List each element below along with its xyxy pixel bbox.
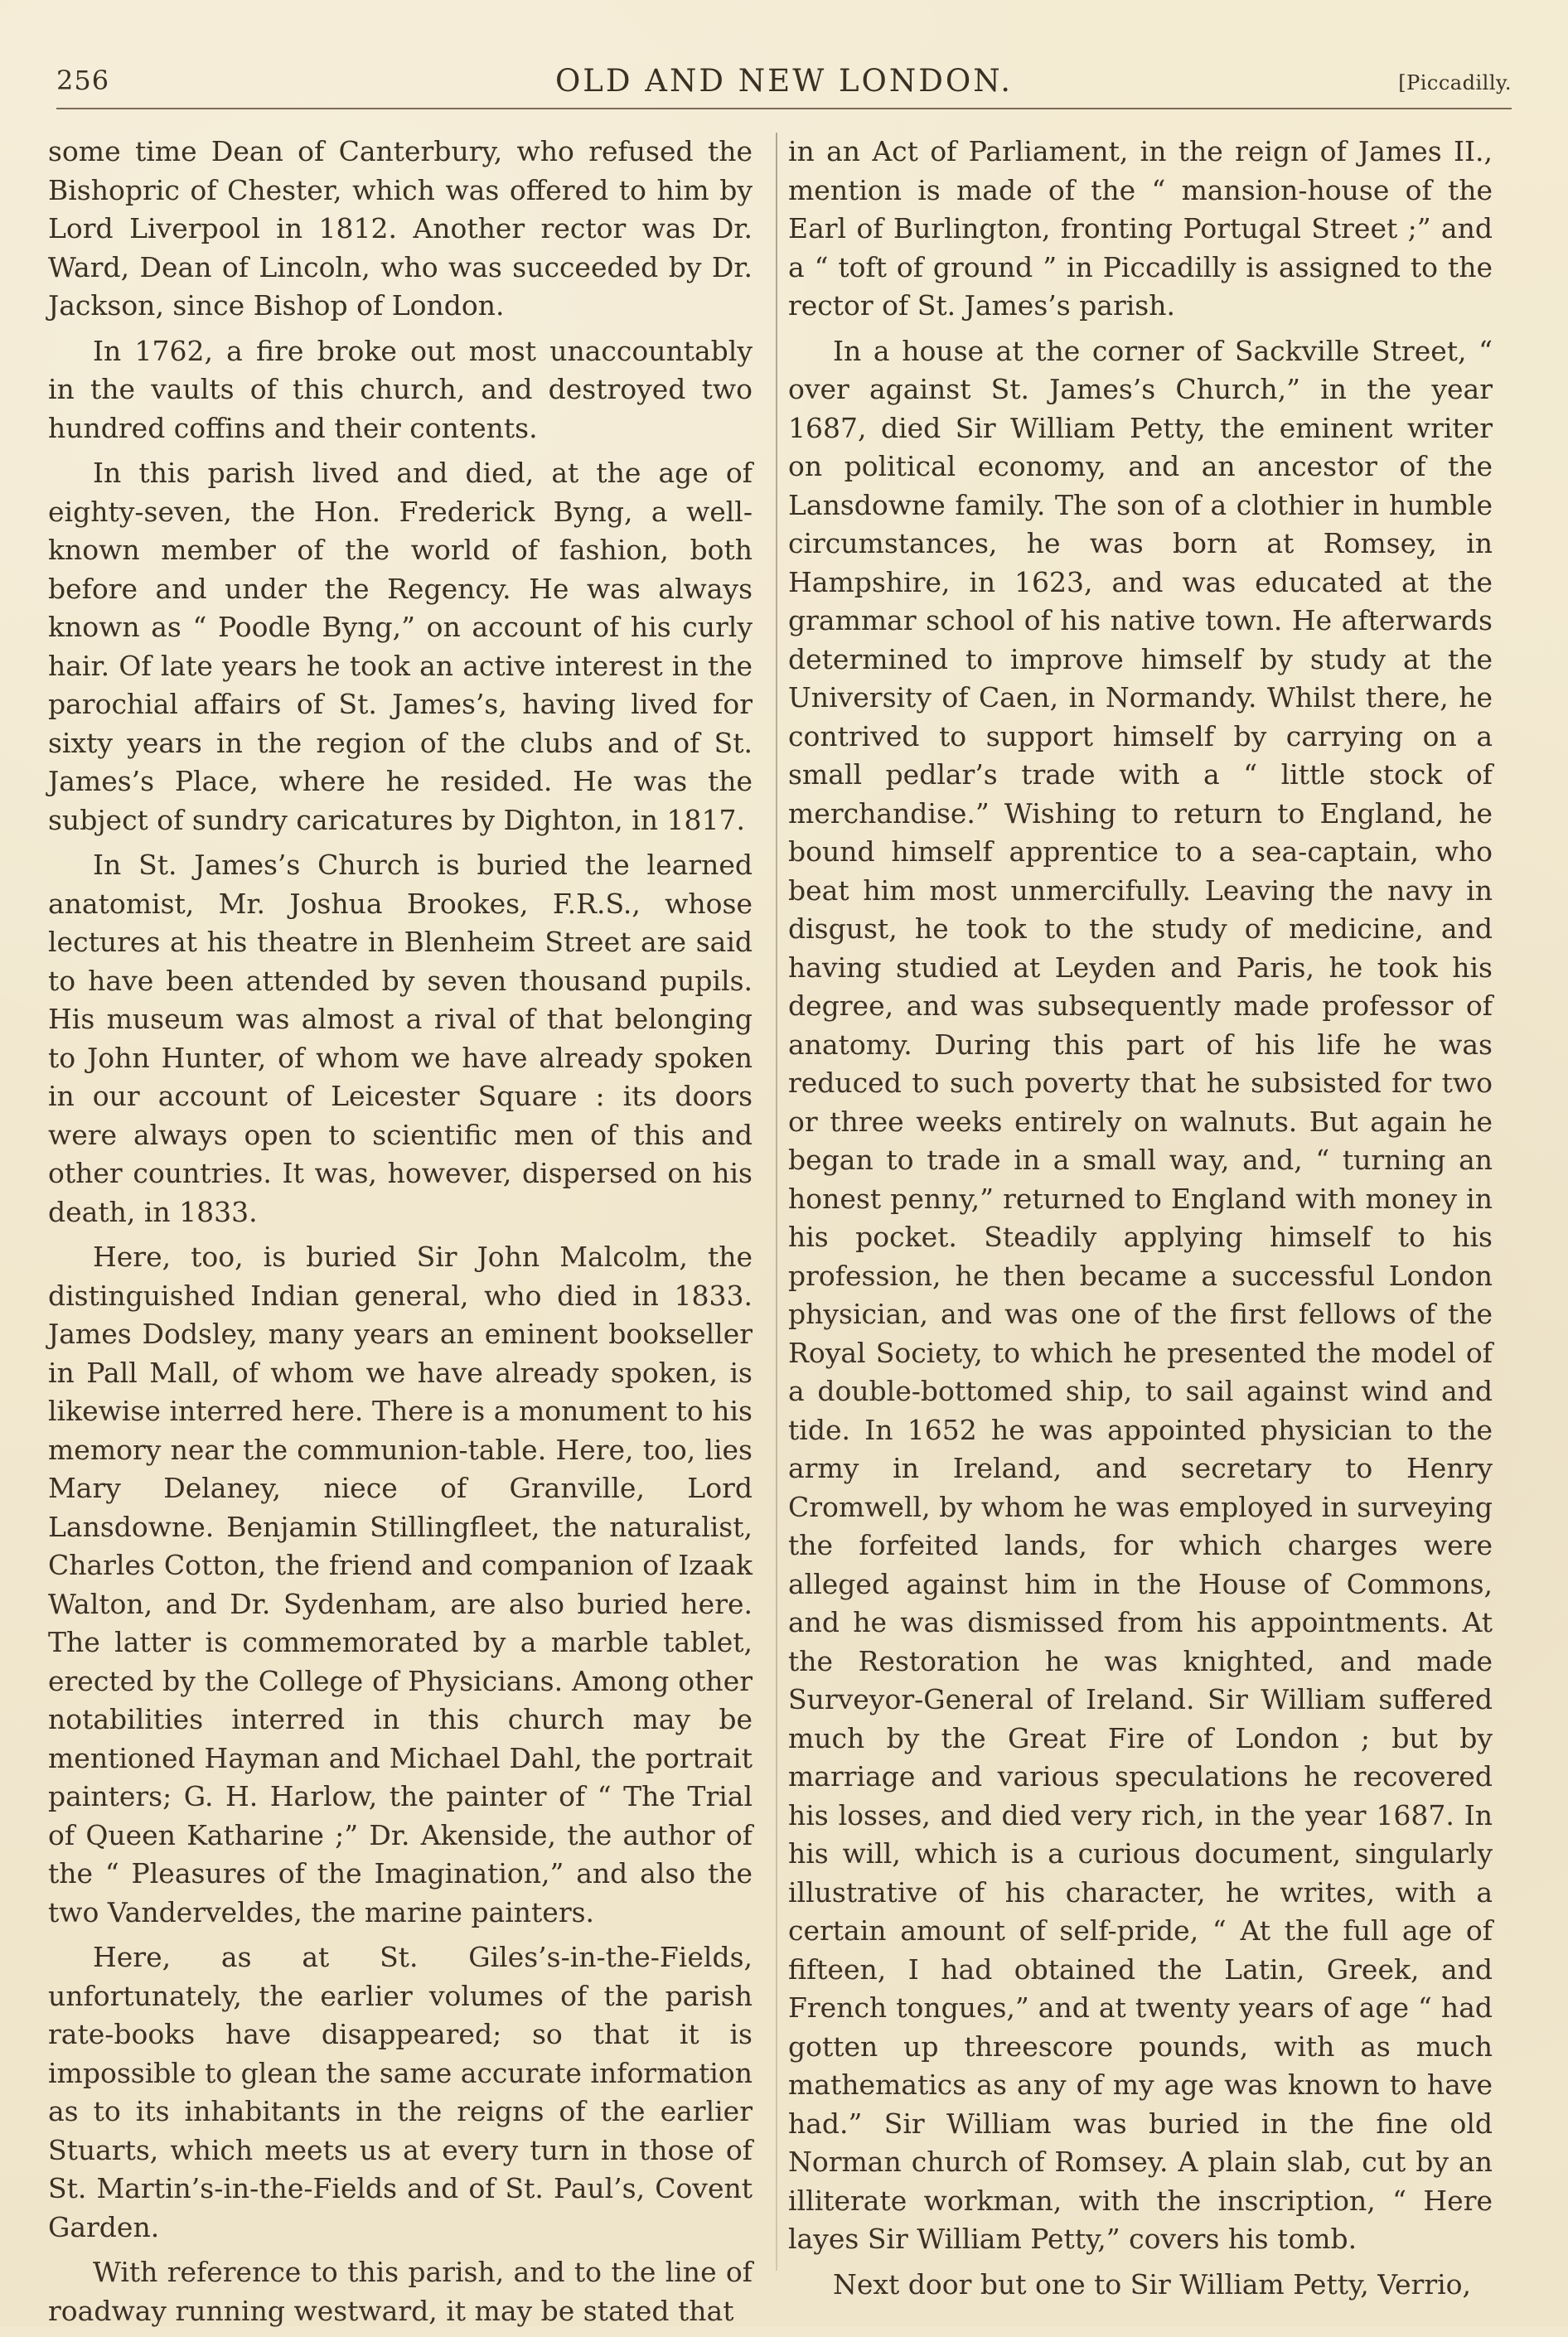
left-column	[48, 133, 753, 2337]
page-header	[56, 48, 1512, 109]
column-divider	[776, 133, 777, 2271]
page-number: 256	[56, 65, 110, 96]
left-paragraph-2: In 1762, a fire broke out most unaccountably in the vaults of this church, and destroyed two hundred coffins and their contents.	[48, 334, 753, 444]
right-paragraph-1: in an Act of Parliament, in the reign of James II., mention is made of the “ mansion-house of the Earl of Burlington, fronting Portugal Street ;” and a “ toft of ground ” in Piccadilly is assigned to the rector of St. James’s parish.	[788, 135, 1493, 322]
right-paragraph-3: Next door but one to Sir William Petty, Verrio,	[833, 2267, 1472, 2301]
running-title: OLD AND NEW LONDON.	[554, 63, 1014, 99]
left-paragraph-5: Here, too, is buried Sir John Malcolm, the distinguished Indian general, who died in 1833. James Dodsley, many years an eminent bookseller in Pall Mall, of whom we have already spoken, is likewise interred here. There is a monument to his memory near the communion-table. Here, too, lies Mary Delaney, niece of Granville, Lord Lansdowne. Benjamin Stillingfleet, the naturalist, Charles Cotton, the friend and companion of Izaak Walton, and Dr. Sydenham, are also buried here. The latter is commemorated by a marble tablet, erected by the College of Physicians. Among other notabilities interred in this church may be mentioned Hayman and Michael Dahl, the portrait painters; G. H. Harlow, the painter of “ The Trial of Queen Katharine ;” Dr. Akenside, the author of the “ Pleasures of the Imagination,” and also the two Vanderveldes, the marine painters.	[48, 1241, 753, 1928]
right-paragraph-2: In a house at the corner of Sackville Street, “ over against St. James’s Church,” in the year 1687, died Sir William Petty, the eminent writer on political economy, and an ancestor of the Lansdowne family. The son of a clothier in humble circumstances, he was born at Romsey, in Hampshire, in 1623, and was educated at the grammar school of his native town. He afterwards determined to improve himself by study at the University of Caen, in Normandy. Whilst there, he contrived to support himself by carrying on a small pedlar’s trade with a “ little stock of merchandise.” Wishing to return to England, he bound himself apprentice to a sea-captain, who beat him most unmercifully. Leaving the navy in disgust, he took to the study of medicine, and having studied at Leyden and Paris, he took his degree, and was subsequently made professor of anatomy. During this part of his life he was reduced to such poverty that he subsisted for two or three weeks entirely on walnuts. But again he began to trade in a small way, and, “ turning an honest penny,” returned to England with money in his pocket. Steadily applying himself to his profession, he then became a successful London physician, and was one of the first fellows of the Royal Society, to which he presented the model of a double-bottomed ship, to sail against wind and tide. In 1652 he was appointed physician to the army in Ireland, and secretary to Henry Cromwell, by whom he was employed in surveying the forfeited lands, for which charges were alleged against him in the House of Commons, and he was dismissed from his appointments. At the Restoration he was knighted, and made Surveyor-General of Ireland. Sir William suffered much by the Great Fire of London ; but by marriage and various speculations he recovered his losses, and died very rich, in the year 1687. In his will, which is a curious document, singularly illustrative of his character, he writes, with a certain amount of self-pride, “ At the full age of fifteen, I had obtained the Latin, Greek, and French tongues,” and at twenty years of age “ had gotten up threescore pounds, with as much mathematics as any of my age was known to have had.” Sir William was buried in the fine old Norman church of Romsey. A plain slab, cut by an illiterate workman, with the inscription, “ Here layes Sir William Petty,” covers his tomb.	[788, 334, 1493, 2255]
left-paragraph-4: In St. James’s Church is buried the learned anatomist, Mr. Joshua Brookes, F.R.S., whose lectures at his theatre in Blenheim Street are said to have been attended by seven thousand pupils. His museum was almost a rival of that belonging to John Hunter, of whom we have already spoken in our account of Leicester Square : its doors were always open to scientific men of this and other countries. It was, however, dispersed on his death, in 1833.	[48, 849, 753, 1228]
right-column	[788, 133, 1493, 2310]
left-paragraph-6: Here, as at St. Giles’s-in-the-Fields, unfortunately, the earlier volumes of the parish rate-books have disappeared; so that it is impossible to glean the same accurate information as to its inhabitants in the reigns of the earlier Stuarts, which meets us at every turn in those of St. Martin’s-in-the-Fields and of St. Paul’s, Covent Garden.	[48, 1941, 753, 2243]
left-paragraph-7: With reference to this parish, and to the line of roadway running westward, it may be stated that	[48, 2256, 753, 2327]
section-label: [Piccadilly.	[1398, 71, 1512, 94]
left-paragraph-1: some time Dean of Canterbury, who refused the Bishopric of Chester, which was offered to him by Lord Liverpool in 1812. Another rector was Dr. Ward, Dean of Lincoln, who was succeeded by Dr. Jackson, since Bishop of London.	[48, 135, 753, 322]
left-paragraph-3: In this parish lived and died, at the age of eighty-seven, the Hon. Frederick Byng, a well-known member of the world of fashion, both before and under the Regency. He was always known as “ Poodle Byng,” on account of his curly hair. Of late years he took an active interest in the parochial affairs of St. James’s, having lived for sixty years in the region of the clubs and of St. James’s Place, where he resided. He was the subject of sundry caricatures by Dighton, in 1817.	[48, 457, 753, 836]
